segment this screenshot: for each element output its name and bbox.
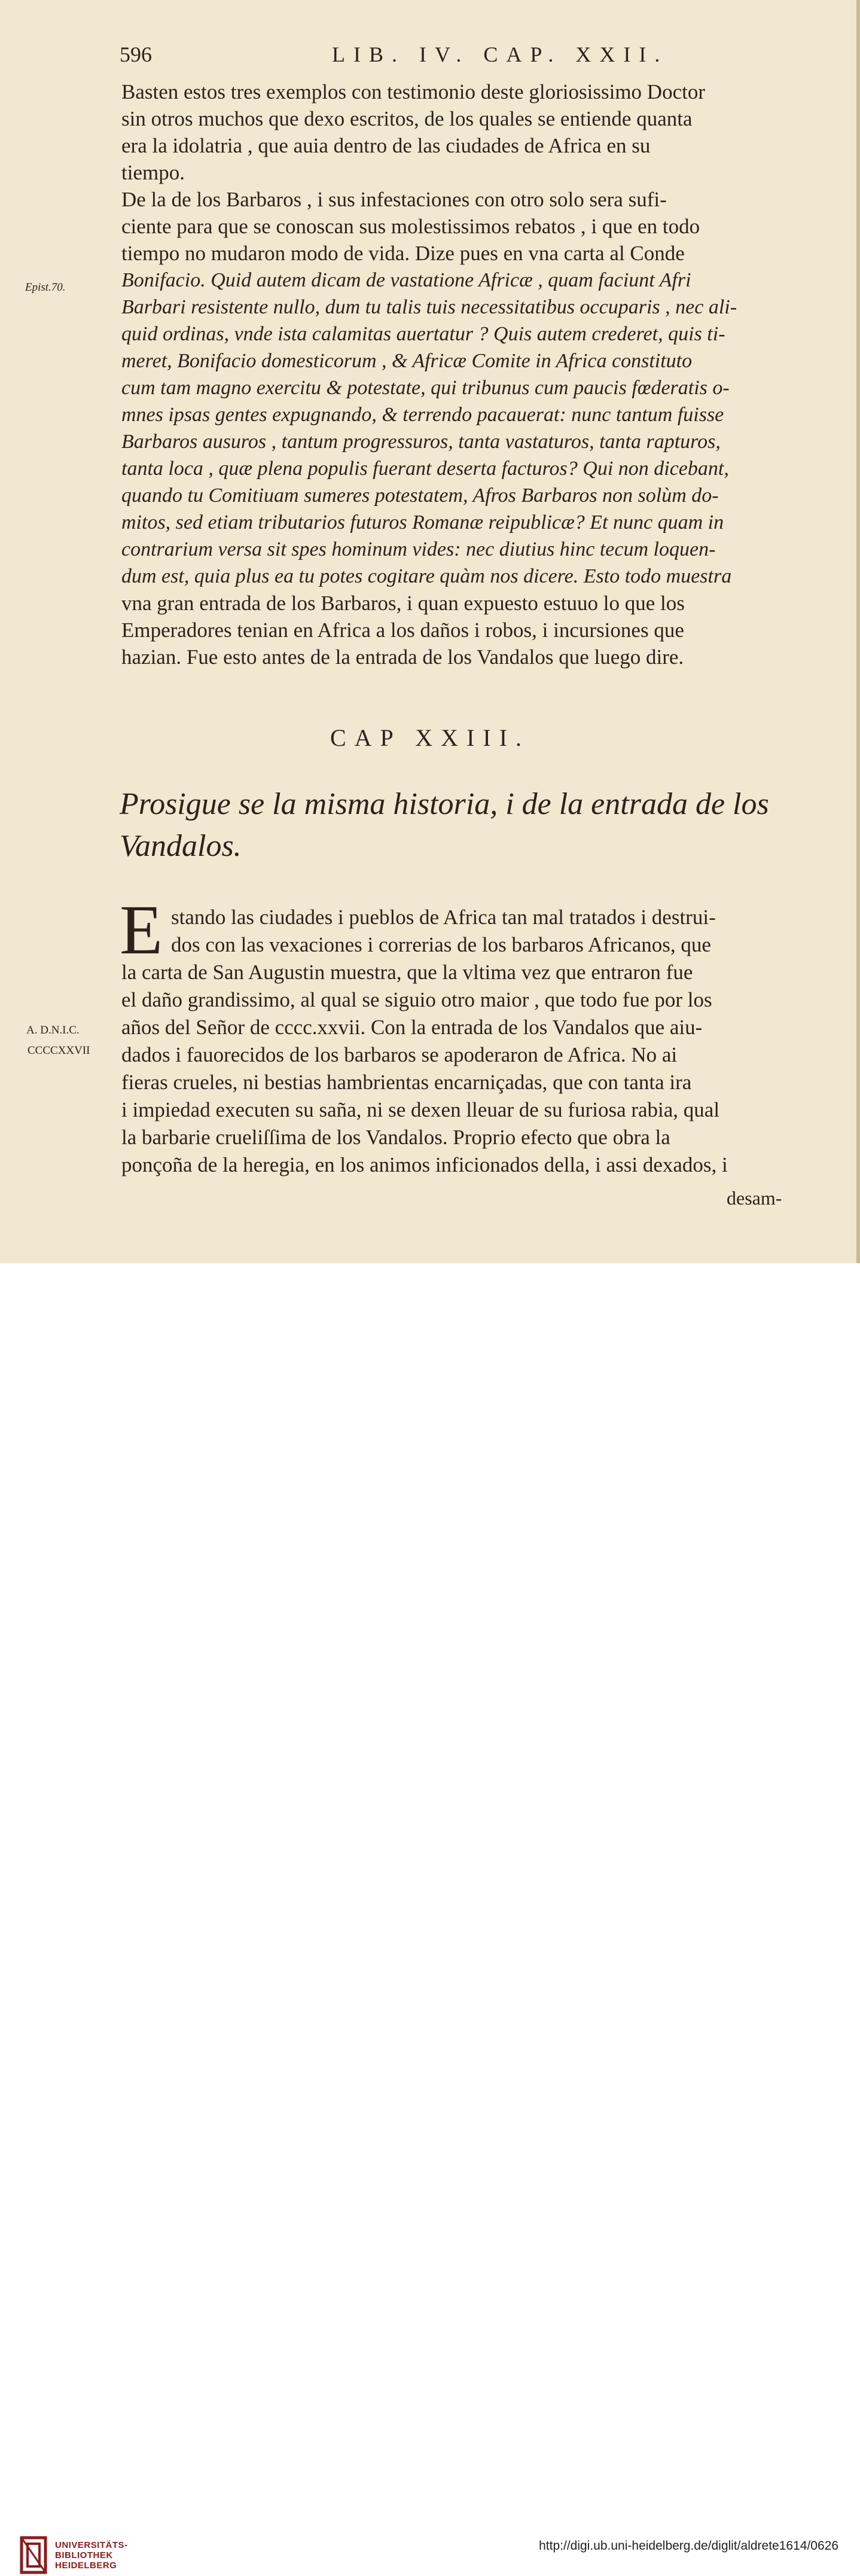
- text-line: dos con las vexaciones i correrias de los barbaros Africanos, que: [171, 933, 711, 956]
- library-name-line-2: BIBLIOTHEK: [55, 2550, 113, 2560]
- scanned-page: [0, 0, 860, 1263]
- text-line: tiempo.: [121, 161, 185, 184]
- text-line: tanta loca , quæ plena populis fuerant deserta facturos? Qui non dicebant,: [121, 458, 729, 480]
- text-line: quid ordinas, vnde ista calamitas auertatur ? Quis autem crederet, quis ti-: [121, 323, 725, 345]
- margin-note-anno-domini: A. D.N.I.C.: [26, 1024, 80, 1037]
- text-line: quando tu Comitiuam sumeres potestatem, Afros Barbaros non solùm do-: [121, 484, 719, 507]
- text-line: años del Señor de cccc.xxvii. Con la entrada de los Vandalos que aiu-: [121, 1016, 703, 1039]
- text-line: meret, Bonifacio domesticorum , & Africæ Comite in Africa constituto: [121, 350, 693, 372]
- chapter-heading: CAP XXIII.: [330, 724, 530, 751]
- page-number: 596: [120, 42, 152, 66]
- drop-cap-initial: E: [120, 891, 163, 969]
- text-line: fieras crueles, ni bestias hambrientas encarniçadas, que con tanta ira: [121, 1071, 692, 1094]
- text-line: la barbarie crueliſſima de los Vandalos. Proprio efecto que obra la: [121, 1126, 670, 1149]
- text-line: mnes ipsas gentes expugnando, & terrendo pacauerat: nunc tantum fuisse: [121, 404, 724, 426]
- text-line: Barbari resistente nullo, dum tu talis tuis necessitatibus occuparis , nec ali-: [121, 296, 737, 318]
- running-title: LIB. IV. CAP. XXII.: [332, 42, 669, 66]
- catchword: desam-: [727, 1187, 782, 1209]
- text-line: dum est, quia plus ea tu potes cogitare quàm nos dicere. Esto todo muestra: [121, 565, 732, 587]
- text-line: ponçoña de la heregia, en los animos inficionados della, i assi dexados, i: [121, 1153, 728, 1176]
- running-head: [120, 42, 777, 72]
- margin-note-epistola: Epist.70.: [25, 281, 66, 294]
- text-line: la carta de San Augustin muestra, que la vltima vez que entraron fue: [121, 961, 693, 984]
- heidelberg-library-logo-icon: [17, 2534, 50, 2576]
- text-line: el daño grandissimo, al qual se siguio otro maior , que todo fue por los: [121, 988, 712, 1011]
- text-line: era la idolatria , que auia dentro de las ciudades de Africa en su: [121, 134, 651, 157]
- text-line: sin otros muchos que dexo escritos, de los quales se entiende quanta: [121, 107, 693, 130]
- text-line: vna gran entrada de los Barbaros, i quan expuesto estuuo lo que los: [121, 592, 685, 615]
- text-line: Bonifacio. Quid autem dicam de vastatione Africæ , quam faciunt Afri: [121, 269, 691, 291]
- text-line: dados i fauorecidos de los barbaros se apoderaron de Africa. No ai: [121, 1043, 678, 1066]
- text-line: mitos, sed etiam tributarios futuros Romanæ reipublicæ? Et nunc quam in: [121, 511, 724, 534]
- text-line: tiempo no mudaron modo de vida. Dize pues en vna carta al Conde: [121, 242, 685, 265]
- text-line: cum tam magno exercitu & potestate, qui tribunus cum paucis fœderatis o-: [121, 377, 730, 399]
- text-line: i impiedad executen su saña, ni se dexen lleuar de su furiosa rabia, qual: [121, 1098, 720, 1121]
- text-line: De la de los Barbaros , i sus infestaciones con otro solo sera sufi-: [121, 188, 667, 211]
- source-url-link[interactable]: http://digi.ub.uni-heidelberg.de/diglit/aldrete1614/0626: [539, 2539, 838, 2553]
- margin-note-year: CCCCXXVII: [28, 1044, 90, 1057]
- text-line: Barbaros ausuros , tantum progressuros, tanta vastaturos, tanta rapturos,: [121, 431, 721, 453]
- text-line: Basten estos tres exemplos con testimonio deste gloriosissimo Doctor: [121, 80, 705, 103]
- text-line: hazian. Fue esto antes de la entrada de los Vandalos que luego dire.: [121, 645, 684, 669]
- chapter-subtitle: Prosigue se la misma historia, i de la entrada de los Vandalos.: [120, 787, 769, 863]
- text-line: contrarium versa sit spes hominum vides: nec diutius hinc tecum loquen-: [121, 538, 716, 560]
- footer-bar: [0, 1263, 860, 2571]
- text-line: ciente para que se conoscan sus molestissimos rebatos , i que en todo: [121, 215, 700, 238]
- library-name-line-3: HEIDELBERG: [55, 2560, 117, 2571]
- text-line: Emperadores tenian en Africa a los daños i robos, i incursiones que: [121, 618, 684, 642]
- text-line: stando las ciudades i pueblos de Africa tan mal tratados i destrui-: [171, 906, 716, 929]
- library-name: [55, 2540, 128, 2571]
- library-name-line-1: UNIVERSITÄTS-: [55, 2540, 128, 2550]
